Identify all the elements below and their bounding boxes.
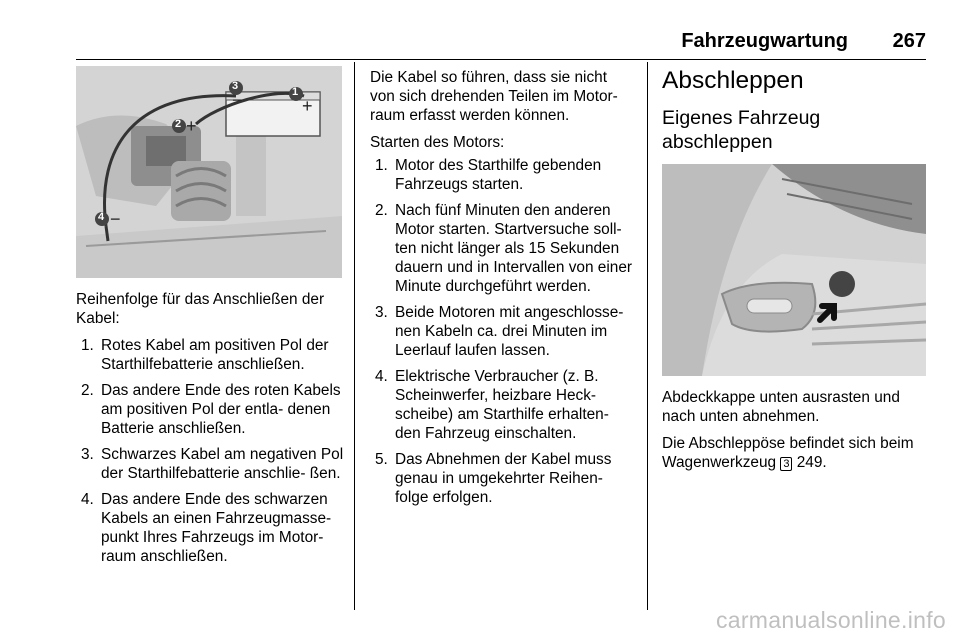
step-number: 3. <box>81 446 94 463</box>
connection-intro: Reihenfolge für das Anschließen der Kabel: <box>76 291 325 327</box>
step-text: Das andere Ende des schwarzen Kabels an einen Fahrzeugmasse‑ punkt Ihres Fahrzeugs im Motor‑ raum anschließen. <box>101 491 332 565</box>
step-number: 4. <box>81 491 94 508</box>
column-divider-left <box>354 62 355 610</box>
right-column <box>662 66 928 154</box>
list-item <box>370 303 636 360</box>
step-text: Motor des Starthilfe gebenden Fahrzeugs starten. <box>395 157 602 193</box>
step-text: Nach fünf Minuten den anderen Motor starten. Startversuche soll‑ ten nicht länger als 15 Sekunden dauern und in Intervallen von einer Minute durchgeführt werden. <box>395 202 633 295</box>
list-item <box>76 490 344 566</box>
tow-eye-location-text: Die Abschleppöse befindet sich beim Wagenwerkzeug <box>662 435 914 471</box>
figure-label-2: 2 <box>175 118 182 130</box>
minus-sign-4: − <box>110 209 121 229</box>
step-text: Das Abnehmen der Kabel muss genau in umgekehrter Reihen‑ folge erfolgen. <box>395 451 612 506</box>
step-text: Beide Motoren mit angeschlosse‑ nen Kabeln ca. drei Minuten im Leerlauf laufen lassen. <box>395 304 624 359</box>
page-number: 267 <box>892 30 926 52</box>
tow-eye-illustration <box>662 164 926 376</box>
cable-routing-note: Die Kabel so führen, dass sie nicht von sich drehenden Teilen im Motor‑ raum erfasst werden können. <box>370 69 618 124</box>
column-divider-right <box>647 62 648 610</box>
step-text: Das andere Ende des roten Kabels am positiven Pol der entla‑ denen Batterie anschließen. <box>101 382 341 437</box>
left-column <box>76 290 344 573</box>
list-item <box>76 445 344 483</box>
step-number: 2. <box>375 202 388 219</box>
step-number: 1. <box>81 337 94 354</box>
list-item <box>370 201 636 296</box>
page-header <box>76 30 926 58</box>
step-text: Rotes Kabel am positiven Pol der Starthilfebatterie anschließen. <box>101 337 329 373</box>
section-title: Fahrzeugwartung <box>681 30 848 52</box>
start-steps <box>370 156 636 507</box>
step-text: Elektrische Verbraucher (z. B. Scheinwerfer, heizbare Heck‑ scheibe) am Starthilfe erhalten‑ den Fahrzeug einschalten. <box>395 368 609 442</box>
figure-label-3: 3 <box>232 80 239 92</box>
page-reference-link[interactable]: 249. <box>796 454 827 471</box>
list-item <box>370 450 636 507</box>
figure-label-1: 1 <box>292 86 299 98</box>
page-reference-icon: 3 <box>780 457 792 471</box>
step-number: 4. <box>375 368 388 385</box>
step-number: 5. <box>375 451 388 468</box>
jump-start-figure <box>76 66 342 278</box>
middle-column <box>370 68 636 514</box>
list-item <box>76 336 344 374</box>
step-number: 2. <box>81 382 94 399</box>
minus-sign-3: − <box>232 90 243 110</box>
step-text: Schwarzes Kabel am negativen Pol der Starthilfebatterie anschlie‑ ßen. <box>101 446 344 482</box>
plus-sign-2: + <box>186 116 197 136</box>
tow-eye-figure <box>662 164 926 376</box>
list-item <box>76 381 344 438</box>
right-column-text <box>662 388 928 482</box>
cover-instruction: Abdeckkappe unten ausrasten und nach unten abnehmen. <box>662 389 900 425</box>
section-heading: Abschleppen <box>662 67 804 94</box>
header-rule <box>76 59 926 60</box>
step-number: 1. <box>375 157 388 174</box>
subsection-heading: Eigenes Fahrzeug abschleppen <box>662 107 821 153</box>
plus-sign-1: + <box>302 96 313 116</box>
start-engine-heading: Starten des Motors: <box>370 134 505 151</box>
tow-eye-location <box>662 434 928 474</box>
figure-label-4: 4 <box>98 211 105 223</box>
watermark: carmanualsonline.info <box>715 607 946 633</box>
connection-steps <box>76 336 344 566</box>
list-item <box>370 156 636 194</box>
list-item <box>370 367 636 443</box>
step-number: 3. <box>375 304 388 321</box>
